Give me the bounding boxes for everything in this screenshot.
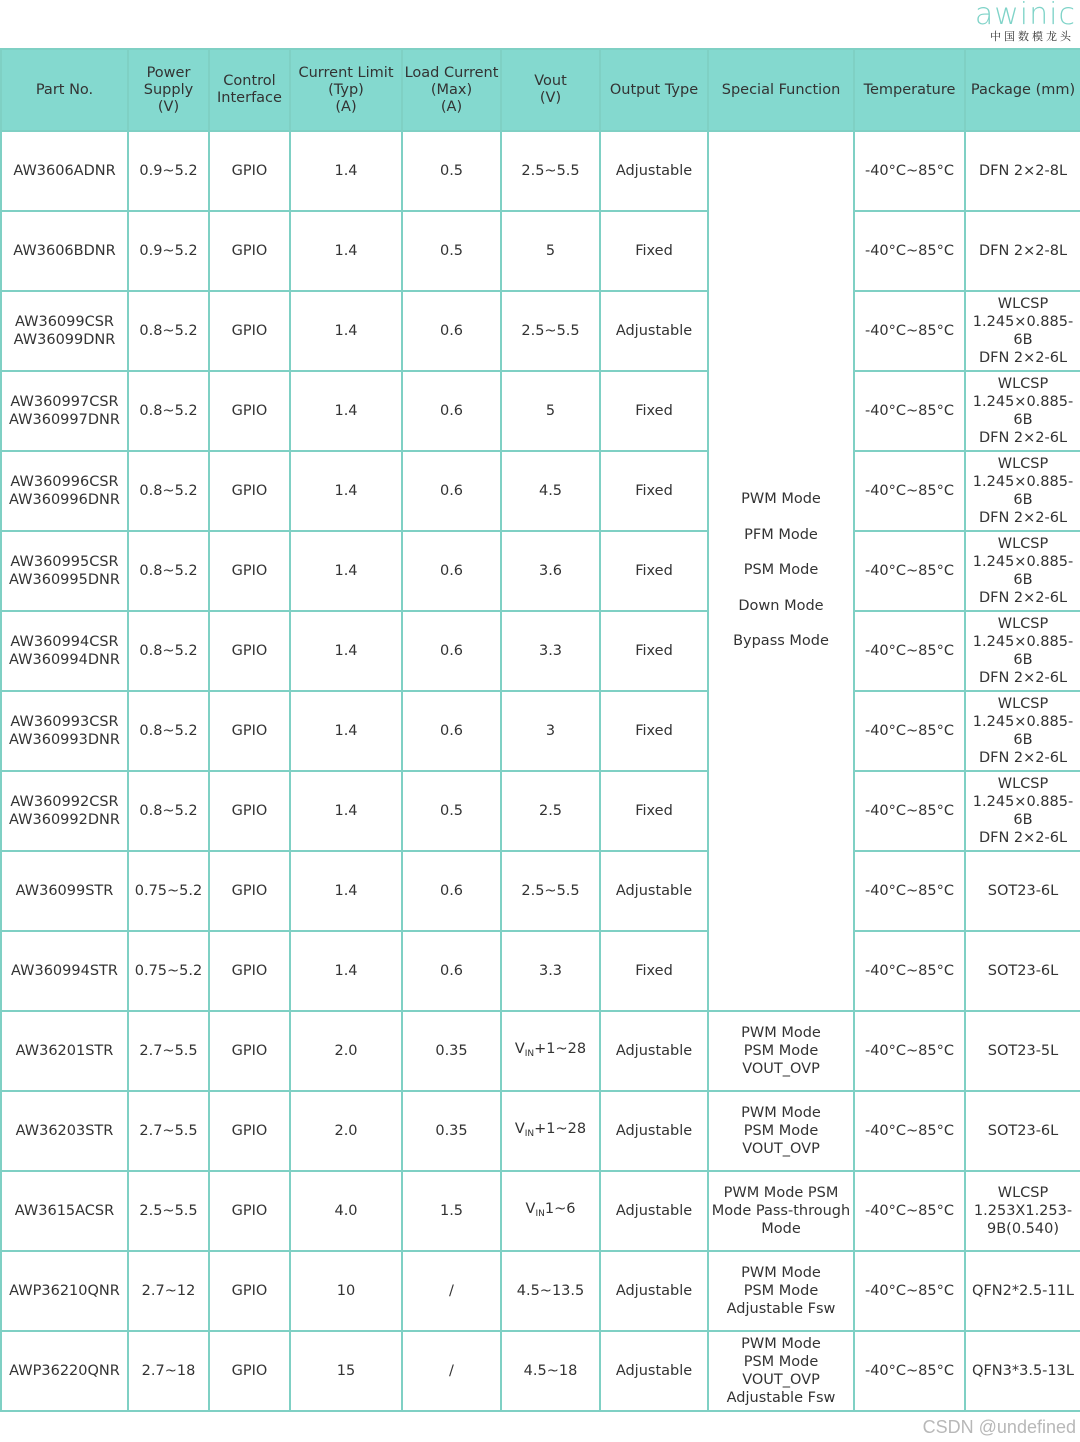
vout-cell: [501, 1171, 600, 1251]
current-limit-cell: 1.4: [290, 211, 402, 291]
temperature-cell: -40°C~85°C: [854, 771, 965, 851]
table-row: [1, 1251, 1080, 1331]
column-header-current-limit: [290, 49, 402, 131]
package-cell: [965, 1251, 1080, 1331]
output-type-cell: Adjustable: [600, 131, 708, 211]
current-limit-cell: 1.4: [290, 451, 402, 531]
part-number-cell-line: AW3606ADNR: [13, 163, 116, 179]
temperature-cell: -40°C~85°C: [854, 131, 965, 211]
special-function-shared-cell: [708, 131, 854, 1011]
part-number-cell-line: AW360992DNR: [9, 812, 120, 828]
header-text: (Max): [430, 81, 473, 98]
package-cell: [965, 371, 1080, 451]
power-supply-cell: 0.9~5.2: [128, 131, 209, 211]
load-current-cell: 0.6: [402, 451, 501, 531]
table-row: [1, 931, 1080, 1011]
part-number-cell: [1, 1171, 128, 1251]
header-text: Current Limit: [298, 64, 394, 81]
special-function-mode: Bypass Mode: [733, 633, 829, 650]
power-supply-cell: 2.7~5.5: [128, 1011, 209, 1091]
part-number-cell-line: AW3615ACSR: [14, 1203, 115, 1219]
column-header-power-supply: [128, 49, 209, 131]
temperature-cell: -40°C~85°C: [854, 451, 965, 531]
vout-cell: 5: [501, 371, 600, 451]
output-type-cell: Adjustable: [600, 851, 708, 931]
current-limit-cell: 4.0: [290, 1171, 402, 1251]
vout-cell: 5: [501, 211, 600, 291]
package-cell-line: 1.245×0.885-6B: [972, 394, 1074, 428]
logo-tagline: 中国数模龙头: [990, 30, 1074, 43]
special-function-cell-line: PWM Mode: [741, 1336, 821, 1352]
vout-subscript: IN: [524, 1128, 535, 1139]
output-type-cell: Fixed: [600, 931, 708, 1011]
load-current-cell: 0.5: [402, 131, 501, 211]
vout-subscript: IN: [524, 1048, 535, 1059]
current-limit-cell: 1.4: [290, 131, 402, 211]
part-number-cell-line: AW360993CSR: [10, 714, 119, 730]
header-text: Supply: [143, 81, 194, 98]
package-cell-line: 1.245×0.885-6B: [972, 794, 1074, 828]
special-function-cell-line: PWM Mode: [741, 1105, 821, 1121]
package-cell: [965, 211, 1080, 291]
output-type-cell: Adjustable: [600, 1171, 708, 1251]
part-number-cell-line: AW360996CSR: [10, 474, 119, 490]
output-type-cell: Adjustable: [600, 1251, 708, 1331]
part-number-cell-line: AW36203STR: [15, 1123, 114, 1139]
power-supply-cell: 0.9~5.2: [128, 211, 209, 291]
vout-cell: 2.5: [501, 771, 600, 851]
part-number-cell: [1, 771, 128, 851]
part-number-cell: [1, 611, 128, 691]
package-cell-line: 1.245×0.885-6B: [972, 474, 1074, 508]
control-interface-cell: GPIO: [209, 451, 290, 531]
load-current-cell: 0.6: [402, 291, 501, 371]
output-type-cell: Fixed: [600, 451, 708, 531]
temperature-cell: -40°C~85°C: [854, 1331, 965, 1411]
load-current-cell: 0.5: [402, 771, 501, 851]
vout-cell: 4.5~18: [501, 1331, 600, 1411]
special-function-cell-line: PWM Mode: [741, 1025, 821, 1041]
power-supply-cell: 0.8~5.2: [128, 771, 209, 851]
special-function-cell-line: PWM Mode: [741, 1265, 821, 1281]
header-text: Vout: [534, 73, 567, 89]
current-limit-cell: 1.4: [290, 291, 402, 371]
vout-range: 1~6: [544, 1200, 576, 1217]
header-text: Load Current: [404, 64, 499, 81]
table-row: [1, 531, 1080, 611]
power-supply-cell: 2.7~18: [128, 1331, 209, 1411]
temperature-cell: -40°C~85°C: [854, 211, 965, 291]
special-function-cell: [708, 1091, 854, 1171]
part-number-cell: [1, 371, 128, 451]
current-limit-cell: 10: [290, 1251, 402, 1331]
vout-cell: 3: [501, 691, 600, 771]
load-current-cell: 0.6: [402, 691, 501, 771]
part-number-cell-line: AW360996DNR: [9, 492, 120, 508]
power-supply-cell: 0.8~5.2: [128, 291, 209, 371]
part-number-cell: [1, 691, 128, 771]
part-number-cell-line: AW36099DNR: [13, 332, 116, 348]
vout-base: V: [514, 1040, 525, 1057]
current-limit-cell: 2.0: [290, 1091, 402, 1171]
special-function-cell-line: Adjustable Fsw: [726, 1390, 836, 1406]
header-text: (Typ): [328, 81, 364, 98]
vout-cell: 4.5: [501, 451, 600, 531]
package-cell: [965, 131, 1080, 211]
header-text: Interface: [217, 90, 282, 106]
package-cell: [965, 1011, 1080, 1091]
special-function-cell-line: Mode: [761, 1221, 801, 1237]
current-limit-cell: 15: [290, 1331, 402, 1411]
current-limit-cell: 1.4: [290, 611, 402, 691]
part-number-cell-line: AW360994DNR: [9, 652, 120, 668]
vout-cell: 3.6: [501, 531, 600, 611]
vout-base: V: [514, 1120, 525, 1137]
temperature-cell: -40°C~85°C: [854, 1171, 965, 1251]
load-current-cell: 0.6: [402, 371, 501, 451]
special-function-cell: [708, 1331, 854, 1411]
special-function-cell-line: Mode Pass-through: [711, 1203, 851, 1219]
package-cell: [965, 1171, 1080, 1251]
load-current-cell: 1.5: [402, 1171, 501, 1251]
package-cell-line: WLCSP: [997, 696, 1049, 712]
column-header-part-no: [1, 49, 128, 131]
table-row: [1, 1091, 1080, 1171]
header-text: Package (mm): [970, 81, 1076, 98]
temperature-cell: -40°C~85°C: [854, 691, 965, 771]
header-text: (V): [157, 98, 180, 115]
part-number-cell-line: AW360997CSR: [10, 394, 119, 410]
package-cell-line: QFN2*2.5-11L: [972, 1283, 1074, 1299]
output-type-cell: Fixed: [600, 691, 708, 771]
output-type-cell: Adjustable: [600, 1011, 708, 1091]
part-number-cell-line: AW360992CSR: [10, 794, 119, 810]
package-cell-line: 1.245×0.885-6B: [972, 554, 1074, 588]
package-cell: [965, 851, 1080, 931]
package-cell-line: DFN 2×2-6L: [978, 590, 1068, 606]
temperature-cell: -40°C~85°C: [854, 1091, 965, 1171]
column-header-control-interface: [209, 49, 290, 131]
part-number-cell: [1, 1331, 128, 1411]
special-function-cell-line: PSM Mode: [743, 1354, 819, 1370]
header-text: (A): [440, 98, 463, 115]
table-row: [1, 851, 1080, 931]
load-current-cell: 0.35: [402, 1091, 501, 1171]
control-interface-cell: GPIO: [209, 1251, 290, 1331]
column-header-package: [965, 49, 1080, 131]
control-interface-cell: GPIO: [209, 931, 290, 1011]
package-cell-line: SOT23-6L: [987, 1123, 1059, 1139]
package-cell-line: QFN3*3.5-13L: [972, 1363, 1074, 1379]
control-interface-cell: GPIO: [209, 691, 290, 771]
package-cell-line: WLCSP: [997, 376, 1049, 392]
part-number-cell-line: AWP36220QNR: [9, 1363, 120, 1379]
header-text: (V): [539, 90, 562, 106]
part-number-cell-line: AW360994CSR: [10, 634, 119, 650]
package-cell: [965, 931, 1080, 1011]
part-number-cell-line: AW36099STR: [15, 883, 114, 899]
vout-subscript: IN: [535, 1208, 545, 1219]
temperature-cell: -40°C~85°C: [854, 531, 965, 611]
special-function-cell-line: VOUT_OVP: [742, 1061, 820, 1077]
control-interface-cell: GPIO: [209, 371, 290, 451]
part-number-cell-line: AWP36210QNR: [9, 1283, 120, 1299]
package-cell-line: WLCSP: [997, 456, 1049, 472]
special-function-cell: [708, 1251, 854, 1331]
part-number-cell-line: AW36099CSR: [15, 314, 114, 330]
package-cell-line: WLCSP: [997, 536, 1049, 552]
part-number-cell-line: AW360993DNR: [9, 732, 120, 748]
package-cell-line: 9B(0.540): [987, 1221, 1059, 1237]
control-interface-cell: GPIO: [209, 531, 290, 611]
vout-base: V: [525, 1200, 536, 1217]
vout-cell: 2.5~5.5: [501, 851, 600, 931]
package-cell-line: DFN 2×2-8L: [978, 163, 1068, 179]
part-number-cell: [1, 931, 128, 1011]
awinic-logo: [966, 0, 1076, 44]
column-header-vout: [501, 49, 600, 131]
part-number-cell: [1, 1011, 128, 1091]
package-cell: [965, 531, 1080, 611]
table-row: [1, 611, 1080, 691]
part-number-cell: [1, 531, 128, 611]
load-current-cell: 0.6: [402, 931, 501, 1011]
current-limit-cell: 1.4: [290, 531, 402, 611]
current-limit-cell: 1.4: [290, 691, 402, 771]
output-type-cell: Fixed: [600, 611, 708, 691]
column-header-special-function: [708, 49, 854, 131]
header-text: Control: [223, 73, 276, 89]
temperature-cell: -40°C~85°C: [854, 291, 965, 371]
output-type-cell: Fixed: [600, 211, 708, 291]
part-number-cell-line: AW3606BDNR: [13, 243, 116, 259]
output-type-cell: Adjustable: [600, 1091, 708, 1171]
power-supply-cell: 0.8~5.2: [128, 451, 209, 531]
table-row: [1, 771, 1080, 851]
table-row: [1, 691, 1080, 771]
vout-range: +1~28: [534, 1120, 587, 1137]
special-function-cell-line: PSM Mode: [743, 1283, 819, 1299]
package-cell-line: WLCSP: [997, 1185, 1049, 1201]
special-function-cell-line: VOUT_OVP: [742, 1372, 820, 1388]
vout-cell: 3.3: [501, 931, 600, 1011]
vout-cell: 3.3: [501, 611, 600, 691]
output-type-cell: Adjustable: [600, 1331, 708, 1411]
special-function-mode: PSM Mode: [743, 562, 819, 579]
temperature-cell: -40°C~85°C: [854, 611, 965, 691]
special-function-mode: Down Mode: [738, 597, 824, 614]
control-interface-cell: GPIO: [209, 851, 290, 931]
vout-cell: 4.5~13.5: [501, 1251, 600, 1331]
load-current-cell: 0.5: [402, 211, 501, 291]
output-type-cell: Adjustable: [600, 291, 708, 371]
special-function-mode: PWM Mode: [741, 491, 821, 508]
power-supply-cell: 0.8~5.2: [128, 531, 209, 611]
temperature-cell: -40°C~85°C: [854, 931, 965, 1011]
package-cell: [965, 1091, 1080, 1171]
part-number-cell-line: AW36201STR: [15, 1043, 114, 1059]
control-interface-cell: GPIO: [209, 1011, 290, 1091]
header-text: Special Function: [721, 81, 841, 98]
control-interface-cell: GPIO: [209, 1091, 290, 1171]
package-cell-line: DFN 2×2-6L: [978, 510, 1068, 526]
current-limit-cell: 1.4: [290, 931, 402, 1011]
header-text: Power: [146, 64, 191, 81]
current-limit-cell: 1.4: [290, 771, 402, 851]
package-cell-line: WLCSP: [997, 296, 1049, 312]
header-text: Output Type: [609, 81, 699, 98]
table-row: [1, 1171, 1080, 1251]
product-spec-table: [0, 48, 1080, 1412]
power-supply-cell: 2.5~5.5: [128, 1171, 209, 1251]
temperature-cell: -40°C~85°C: [854, 1251, 965, 1331]
part-number-cell: [1, 1251, 128, 1331]
table-row: [1, 451, 1080, 531]
control-interface-cell: GPIO: [209, 1171, 290, 1251]
table-row: [1, 371, 1080, 451]
part-number-cell: [1, 1091, 128, 1171]
power-supply-cell: 0.75~5.2: [128, 851, 209, 931]
temperature-cell: -40°C~85°C: [854, 371, 965, 451]
package-cell-line: DFN 2×2-6L: [978, 750, 1068, 766]
temperature-cell: -40°C~85°C: [854, 851, 965, 931]
package-cell-line: SOT23-6L: [987, 963, 1059, 979]
part-number-cell-line: AW360995DNR: [9, 572, 120, 588]
package-cell-line: WLCSP: [997, 616, 1049, 632]
package-cell-line: DFN 2×2-6L: [978, 430, 1068, 446]
package-cell-line: DFN 2×2-6L: [978, 350, 1068, 366]
header-text: Temperature: [863, 81, 956, 98]
control-interface-cell: GPIO: [209, 611, 290, 691]
load-current-cell: 0.35: [402, 1011, 501, 1091]
control-interface-cell: GPIO: [209, 291, 290, 371]
logo-wordmark: awinic: [974, 0, 1076, 32]
vout-cell: [501, 1011, 600, 1091]
header-text: (A): [335, 98, 357, 115]
output-type-cell: Fixed: [600, 531, 708, 611]
power-supply-cell: 2.7~12: [128, 1251, 209, 1331]
table-row: [1, 131, 1080, 211]
output-type-cell: Fixed: [600, 771, 708, 851]
package-cell-line: DFN 2×2-6L: [978, 830, 1068, 846]
vout-cell: 2.5~5.5: [501, 131, 600, 211]
package-cell-line: 1.253X1.253-: [973, 1203, 1073, 1219]
package-cell-line: SOT23-6L: [987, 883, 1059, 899]
special-function-cell-line: PSM Mode: [743, 1043, 819, 1059]
control-interface-cell: GPIO: [209, 771, 290, 851]
package-cell-line: 1.245×0.885-6B: [972, 714, 1074, 748]
load-current-cell: /: [402, 1251, 501, 1331]
table-row: [1, 211, 1080, 291]
part-number-cell: [1, 451, 128, 531]
load-current-cell: 0.6: [402, 851, 501, 931]
current-limit-cell: 1.4: [290, 371, 402, 451]
package-cell: [965, 451, 1080, 531]
power-supply-cell: 2.7~5.5: [128, 1091, 209, 1171]
table-row: [1, 291, 1080, 371]
current-limit-cell: 1.4: [290, 851, 402, 931]
load-current-cell: 0.6: [402, 531, 501, 611]
output-type-cell: Fixed: [600, 371, 708, 451]
package-cell: [965, 771, 1080, 851]
special-function-mode: PFM Mode: [744, 526, 818, 543]
current-limit-cell: 2.0: [290, 1011, 402, 1091]
vout-cell: [501, 1091, 600, 1171]
package-cell: [965, 611, 1080, 691]
special-function-cell-line: PWM Mode PSM: [723, 1185, 839, 1201]
vout-cell: 2.5~5.5: [501, 291, 600, 371]
table-row: [1, 1011, 1080, 1091]
part-number-cell-line: AW360994STR: [11, 963, 118, 979]
power-supply-cell: 0.8~5.2: [128, 371, 209, 451]
package-cell-line: DFN 2×2-8L: [978, 243, 1068, 259]
package-cell-line: 1.245×0.885-6B: [972, 634, 1074, 668]
control-interface-cell: GPIO: [209, 131, 290, 211]
special-function-cell: [708, 1171, 854, 1251]
part-number-cell: [1, 851, 128, 931]
special-function-cell: [708, 1011, 854, 1091]
special-function-cell-line: PSM Mode: [743, 1123, 819, 1139]
power-supply-cell: 0.8~5.2: [128, 691, 209, 771]
package-cell-line: WLCSP: [997, 776, 1049, 792]
package-cell: [965, 291, 1080, 371]
package-cell: [965, 691, 1080, 771]
vout-range: +1~28: [534, 1040, 587, 1057]
column-header-load-current: [402, 49, 501, 131]
special-function-cell-line: VOUT_OVP: [742, 1141, 820, 1157]
package-cell-line: SOT23-5L: [987, 1043, 1059, 1059]
special-function-cell-line: Adjustable Fsw: [726, 1301, 836, 1317]
part-number-cell: [1, 211, 128, 291]
package-cell-line: 1.245×0.885-6B: [972, 314, 1074, 348]
part-number-cell-line: AW360997DNR: [9, 412, 120, 428]
part-number-cell-line: AW360995CSR: [10, 554, 119, 570]
header-text: Part No.: [35, 81, 94, 98]
power-supply-cell: 0.8~5.2: [128, 611, 209, 691]
watermark: CSDN @undefined: [922, 1417, 1076, 1437]
control-interface-cell: GPIO: [209, 211, 290, 291]
temperature-cell: -40°C~85°C: [854, 1011, 965, 1091]
header-row: [1, 49, 1080, 131]
part-number-cell: [1, 291, 128, 371]
column-header-output-type: [600, 49, 708, 131]
part-number-cell: [1, 131, 128, 211]
package-cell-line: DFN 2×2-6L: [978, 670, 1068, 686]
table-row: [1, 1331, 1080, 1411]
load-current-cell: /: [402, 1331, 501, 1411]
load-current-cell: 0.6: [402, 611, 501, 691]
control-interface-cell: GPIO: [209, 1331, 290, 1411]
column-header-temperature: [854, 49, 965, 131]
package-cell: [965, 1331, 1080, 1411]
power-supply-cell: 0.75~5.2: [128, 931, 209, 1011]
